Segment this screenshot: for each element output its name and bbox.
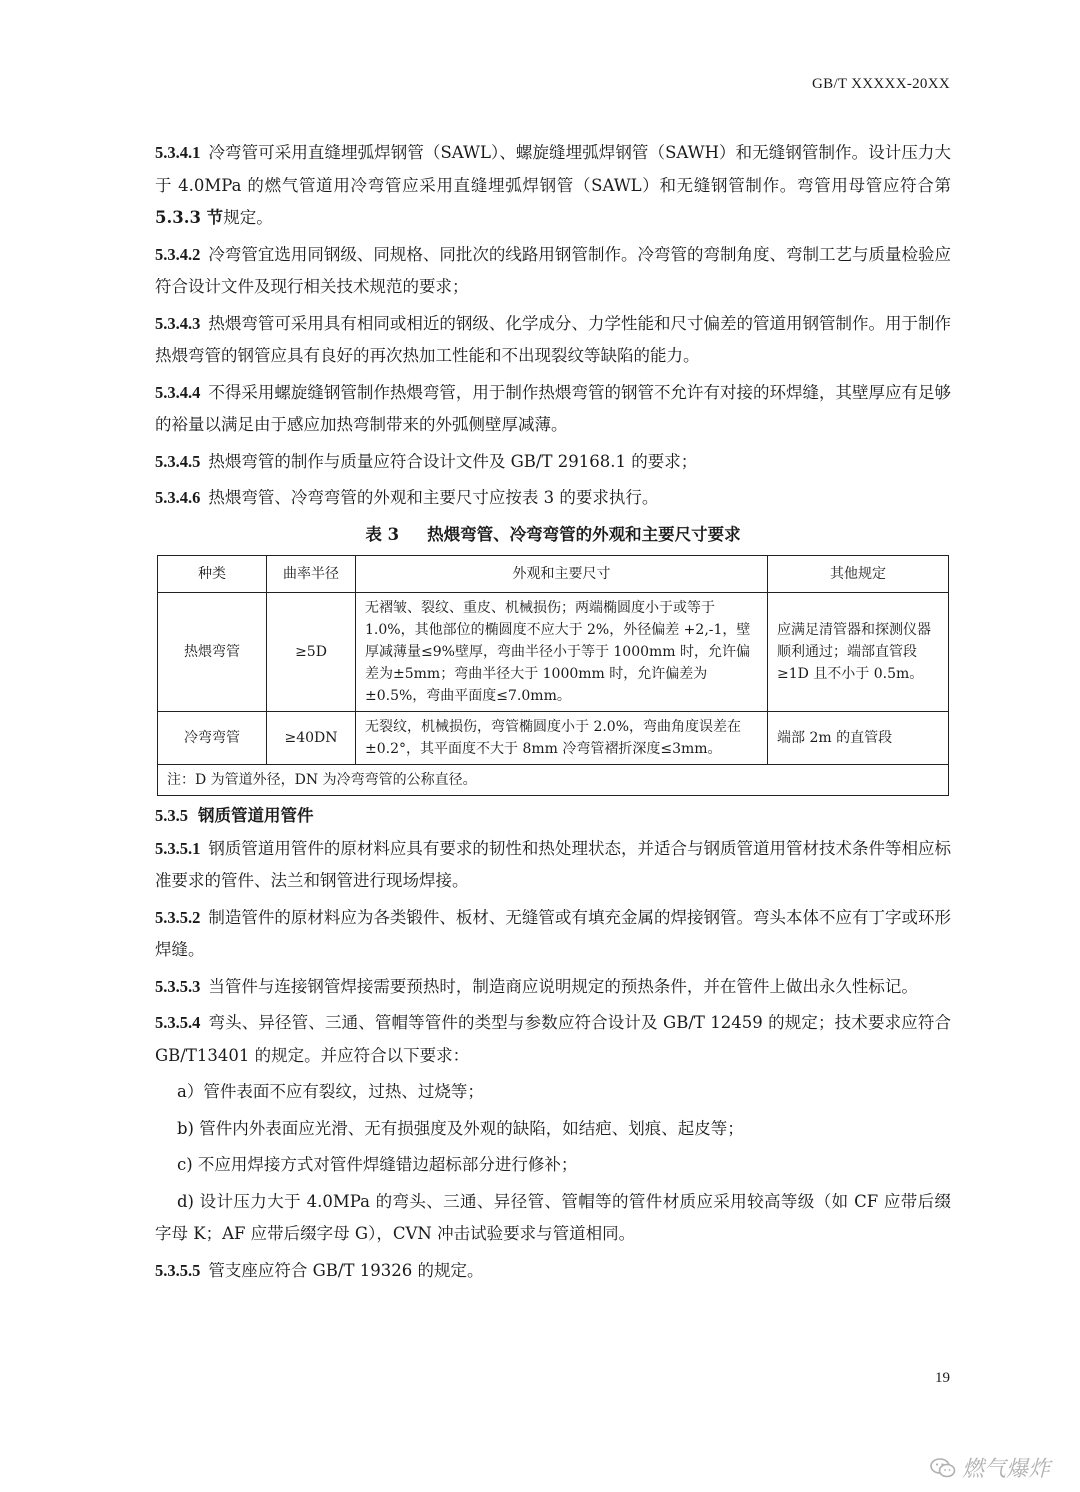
clause-5-3-4-5 xyxy=(155,446,951,479)
cell-appearance: 无褶皱、裂纹、重皮、机械损伤；两端椭圆度小于或等于 1.0%，其他部位的椭圆度不应大于 2%，外径偏差 +2,-1，壁厚减薄量≤9%壁厚，弯曲半径小于等于 1000mm 时，允许偏差为±5mm；弯曲半径大于 1000mm 时，允许偏差为±0.5%，弯曲平面度≤7.0mm。 xyxy=(356,593,768,712)
table-header-row xyxy=(158,556,949,593)
header-type: 种类 xyxy=(158,556,267,593)
clause-text-end: 规定。 xyxy=(223,208,273,227)
clause-text: 不得采用螺旋缝钢管制作热煨弯管，用于制作热煨弯管的钢管不允许有对接的环焊缝，其壁厚应有足够的裕量以满足由于感应加热弯制带来的外弧侧壁厚减薄。 xyxy=(155,382,951,434)
table-row xyxy=(158,593,949,712)
clause-number: 5.3.4.2 xyxy=(155,244,201,264)
clause-text: 管支座应符合 GB/T 19326 的规定。 xyxy=(208,1260,484,1280)
clause-number: 5.3.5.5 xyxy=(155,1260,201,1280)
section-number: 5.3.5 xyxy=(155,806,188,825)
header-other: 其他规定 xyxy=(768,556,949,593)
watermark xyxy=(930,1452,1050,1483)
clause-text: 钢质管道用管件的原材料应具有要求的韧性和热处理状态，并适合与钢质管道用管材技术条件等相应标准要求的管件、法兰和钢管进行现场焊接。 xyxy=(155,838,951,890)
cell-appearance: 无裂纹，机械损伤，弯管椭圆度小于 2.0%，弯曲角度误差在±0.2°，其平面度不大于 8mm 冷弯管褶折深度≤3mm。 xyxy=(356,712,768,765)
clause-number: 5.3.5.4 xyxy=(155,1013,201,1032)
clause-text: 冷弯管宜选用同钢级、同规格、同批次的线路用钢管制作。冷弯管的弯制角度、弯制工艺与质量检验应符合设计文件及现行相关技术规范的要求； xyxy=(155,244,951,296)
table-title: 热煨弯管、冷弯弯管的外观和主要尺寸要求 xyxy=(427,524,741,544)
clause-number: 5.3.5.3 xyxy=(155,976,201,996)
standard-number: GB/T XXXXX-20XX xyxy=(812,76,950,92)
table-note: 注：D 为管道外径，DN 为冷弯弯管的公称直径。 xyxy=(158,765,949,796)
cell-type: 冷弯弯管 xyxy=(158,712,267,765)
clause-text: 制造管件的原材料应为各类锻件、板材、无缝管或有填充金属的焊接钢管。弯头本体不应有丁字或环形焊缝。 xyxy=(155,907,951,959)
clause-number: 5.3.4.1 xyxy=(155,143,201,162)
list-item: d) 设计压力大于 4.0MPa 的弯头、三通、异径管、管帽等的管件材质应采用较高等级（如 CF 应带后缀字母 K；AF 应带后缀字母 G），CVN 冲击试验要求与管道相同。 xyxy=(155,1191,951,1243)
table-caption xyxy=(155,519,951,552)
list-item: b) 管件内外表面应光滑、无有损强度及外观的缺陷，如结疤、划痕、起皮等； xyxy=(177,1118,744,1138)
clause-text: 冷弯管可采用直缝埋弧焊钢管（SAWL）、螺旋缝埋弧焊钢管（SAWH）和无缝钢管制作。设计压力大于 4.0MPa 的燃气管道用冷弯管应采用直缝埋弧焊钢管（SAWL）和无缝钢管制作。弯管用母管应符合第 xyxy=(155,143,951,195)
clause-number: 5.3.5.2 xyxy=(155,907,201,927)
clause-text: 弯头、异径管、三通、管帽等管件的类型与参数应符合设计及 GB/T 12459 的规定；技术要求应符合 GB/T13401 的规定。并应符合以下要求： xyxy=(155,1013,951,1065)
table-note-row xyxy=(158,765,949,796)
list-item: a）管件表面不应有裂纹，过热、过烧等； xyxy=(177,1082,484,1101)
clause-5-3-5-4 xyxy=(155,1007,951,1072)
clause-number: 5.3.4.3 xyxy=(155,313,201,333)
watermark-text: 燃气爆炸 xyxy=(961,1457,1050,1482)
clause-reference: 5.3.3 节 xyxy=(155,208,224,227)
clause-text: 当管件与连接钢管焊接需要预热时，制造商应说明规定的预热条件，并在管件上做出永久性标记。 xyxy=(208,976,918,996)
document-body xyxy=(155,137,951,1291)
header-radius: 曲率半径 xyxy=(267,556,356,593)
clause-number: 5.3.4.6 xyxy=(155,488,201,507)
clause-number: 5.3.4.5 xyxy=(155,451,201,471)
clause-number: 5.3.4.4 xyxy=(155,382,201,402)
clause-5-3-4-6 xyxy=(155,482,951,515)
clause-5-3-4-3 xyxy=(155,308,951,373)
table-row xyxy=(158,712,949,765)
header-appearance: 外观和主要尺寸 xyxy=(356,556,768,593)
clause-5-3-5-3 xyxy=(155,971,951,1004)
clause-5-3-4-4 xyxy=(155,377,951,442)
page-number: 19 xyxy=(935,1370,950,1386)
table-number: 表 3 xyxy=(365,524,400,544)
section-title: 钢质管道用管件 xyxy=(198,806,314,825)
clause-5-3-5-2 xyxy=(155,902,951,967)
wechat-icon xyxy=(930,1458,956,1478)
list-item: c) 不应用焊接方式对管件焊缝错边超标部分进行修补； xyxy=(177,1155,578,1174)
clause-5-3-5-1 xyxy=(155,833,951,898)
cell-other: 端部 2m 的直管段 xyxy=(768,712,949,765)
clause-text: 热煨弯管可采用具有相同或相近的钢级、化学成分、力学性能和尺寸偏差的管道用钢管制作。用于制作热煨弯管的钢管应具有良好的再次热加工性能和不出现裂纹等缺陷的能力。 xyxy=(155,313,951,365)
section-heading xyxy=(155,800,951,833)
cell-radius: ≥5D xyxy=(267,593,356,712)
cell-type: 热煨弯管 xyxy=(158,593,267,712)
clause-5-3-5-5 xyxy=(155,1255,951,1288)
clause-number: 5.3.5.1 xyxy=(155,838,201,858)
clause-text: 热煨弯管的制作与质量应符合设计文件及 GB/T 29168.1 的要求； xyxy=(208,451,698,471)
clause-5-3-4-1 xyxy=(155,137,951,235)
cell-other: 应满足清管器和探测仪器顺利通过；端部直管段≥1D 且不小于 0.5m。 xyxy=(768,593,949,712)
bend-requirements-table xyxy=(157,555,949,796)
cell-radius: ≥40DN xyxy=(267,712,356,765)
clause-text: 热煨弯管、冷弯弯管的外观和主要尺寸应按表 3 的要求执行。 xyxy=(208,488,659,507)
clause-5-3-4-2 xyxy=(155,239,951,304)
